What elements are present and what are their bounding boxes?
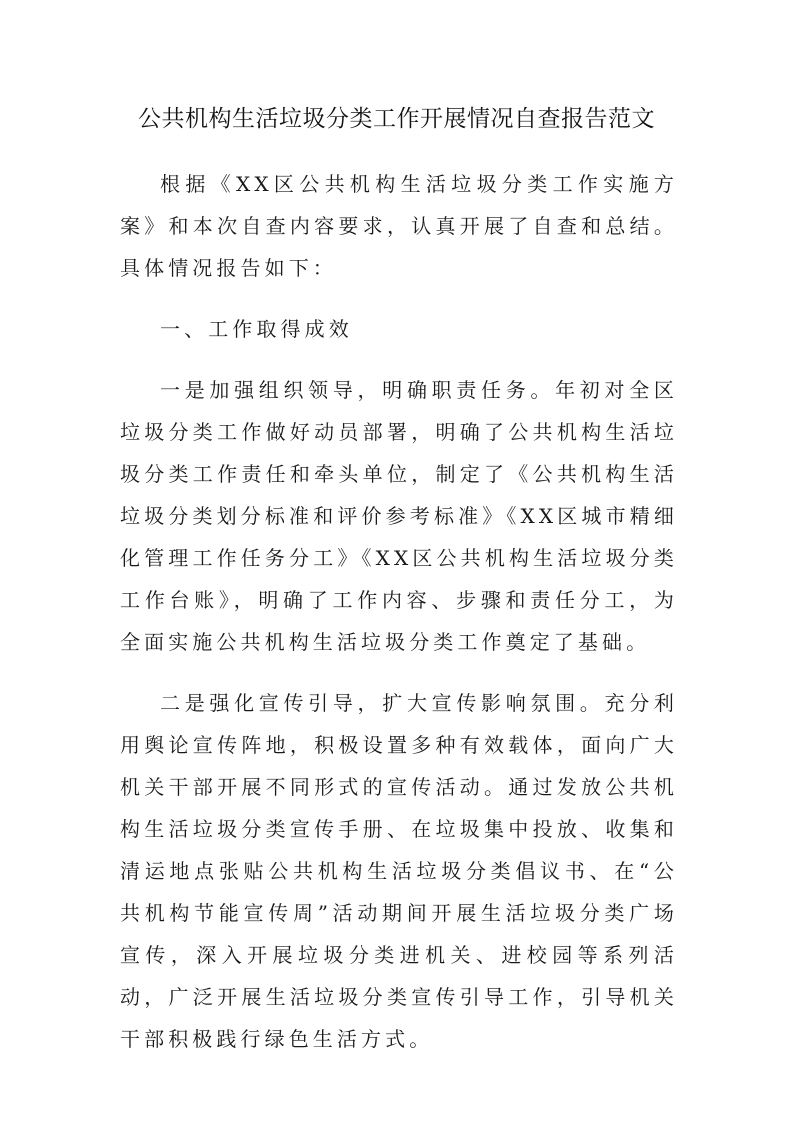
- document-body: [120, 163, 678, 1079]
- body-paragraph: 一是加强组织领导，明确职责任务。年初对全区垃圾分类工作做好动员部署，明确了公共机构生活垃圾分类工作责任和牵头单位，制定了《公共机构生活垃圾分类划分标准和评价参考标准》《XX区城市精细化管理工作任务分工》《XX区公共机构生活垃圾分类工作台账》，明确了工作内容、步骤和责任分工，为全面实施公共机构生活垃圾分类工作奠定了基础。: [120, 378, 678, 654]
- document-title: 公共机构生活垃圾分类工作开展情况自查报告范文: [138, 106, 655, 132]
- section-heading: 一、工作取得成效: [160, 317, 353, 341]
- intro-paragraph: 根据《XX区公共机构生活垃圾分类工作实施方案》和本次自查内容要求，认真开展了自查和总结。具体情况报告如下：: [120, 172, 678, 280]
- body-paragraph: 二是强化宣传引导，扩大宣传影响氛围。充分利用舆论宣传阵地，积极设置多种有效载体，面向广大机关干部开展不同形式的宣传活动。通过发放公共机构生活垃圾分类宣传手册、在垃圾集中投放、收集和清运地点张贴公共机构生活垃圾分类倡议书、在“公共机构节能宣传周”活动期间开展生活垃圾分类广场宣传，深入开展垃圾分类进机关、进校园等系列活动，广泛开展生活垃圾分类宣传引导工作，引导机关干部积极践行绿色生活方式。: [120, 691, 678, 1051]
